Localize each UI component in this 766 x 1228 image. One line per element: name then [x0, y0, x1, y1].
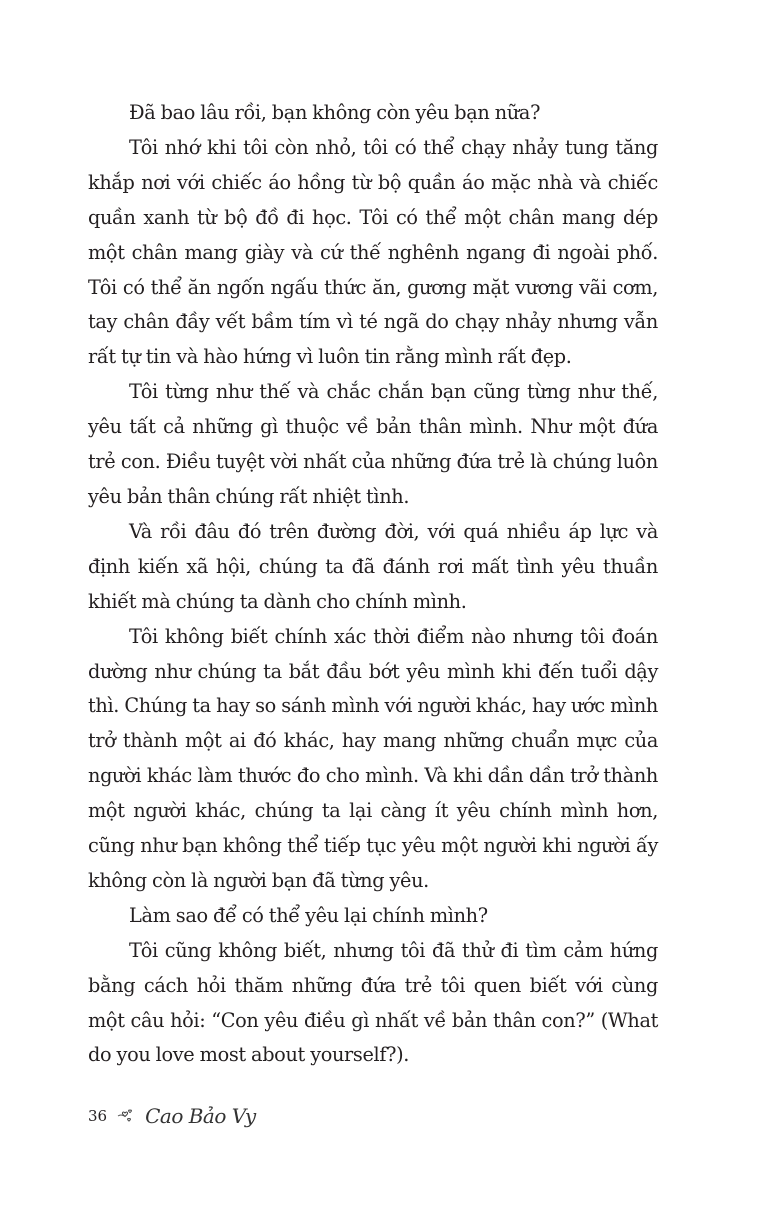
author-name: Cao Bảo Vy — [145, 1104, 256, 1128]
page-body-text — [88, 96, 658, 1073]
paragraph: Tôi không biết chính xác thời điểm nào nhưng tôi đoán dường như chúng ta bắt đầu bớt yêu mình khi đến tuổi dậy thì. Chúng ta hay so sánh mình với người khác, hay ước mình trở thành một ai đó khác, hay mang những chuẩn mực của người khác làm thước đo cho mình. Và khi dần dần trở thành một người khác, chúng ta lại càng ít yêu chính mình hơn, cũng như bạn không thể tiếp tục yêu một người khi người ấy không còn là người bạn đã từng yêu. — [88, 624, 658, 892]
paragraph: Và rồi đâu đó trên đường đời, với quá nhiều áp lực và định kiến xã hội, chúng ta đã đánh rơi mất tình yêu thuần khiết mà chúng ta dành cho chính mình. — [88, 519, 658, 613]
hearts-ornament-icon — [115, 1107, 137, 1125]
page-number: 36 — [88, 1107, 108, 1125]
page-footer — [88, 1101, 256, 1131]
paragraph: Làm sao để có thể yêu lại chính mình? — [129, 903, 488, 927]
paragraph: Tôi nhớ khi tôi còn nhỏ, tôi có thể chạy nhảy tung tăng khắp nơi với chiếc áo hồng từ bộ quần áo mặc nhà và chiếc quần xanh từ bộ đồ đi học. Tôi có thể một chân mang dép một chân mang giày và cứ thế nghênh ngang đi ngoài phố. Tôi có thể ăn ngốn ngấu thức ăn, gương mặt vương vãi cơm, tay chân đầy vết bầm tím vì té ngã do chạy nhảy nhưng vẫn rất tự tin và hào hứng vì luôn tin rằng mình rất đẹp. — [88, 135, 658, 369]
paragraph: Tôi từng như thế và chắc chắn bạn cũng từng như thế, yêu tất cả những gì thuộc về bản thân mình. Như một đứa trẻ con. Điều tuyệt vời nhất của những đứa trẻ là chúng luôn yêu bản thân chúng rất nhiệt tình. — [88, 380, 658, 508]
paragraph: Tôi cũng không biết, nhưng tôi đã thử đi tìm cảm hứng bằng cách hỏi thăm những đứa trẻ tôi quen biết với cùng một câu hỏi: “Con yêu điều gì nhất về bản thân con?” (What do you love most about yourself?). — [88, 938, 658, 1067]
paragraph: Đã bao lâu rồi, bạn không còn yêu bạn nữa? — [129, 101, 541, 124]
